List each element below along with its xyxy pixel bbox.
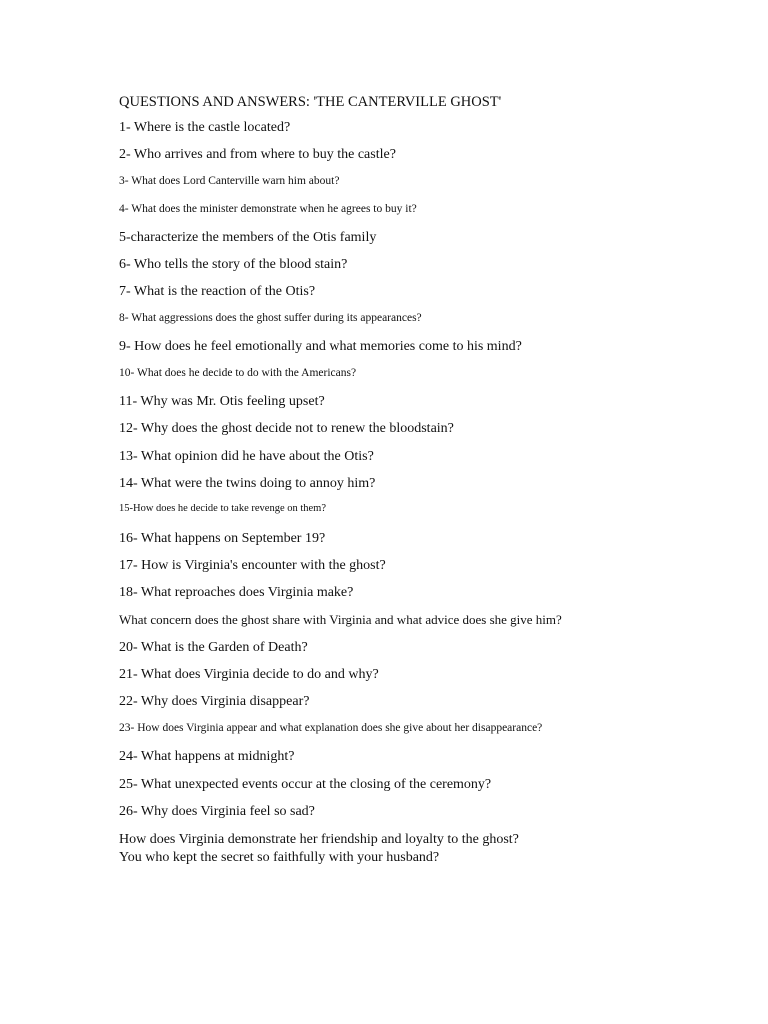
question-line: 22- Why does Virginia disappear?: [119, 694, 310, 709]
question-line: 11- Why was Mr. Otis feeling upset?: [119, 394, 325, 409]
question-line: 9- How does he feel emotionally and what memories come to his mind?: [119, 339, 522, 354]
question-line: 4- What does the minister demonstrate when he agrees to buy it?: [119, 203, 417, 215]
question-line: 15-How does he decide to take revenge on them?: [119, 503, 327, 514]
question-line: 10- What does he decide to do with the Americans?: [119, 367, 357, 379]
question-line: 13- What opinion did he have about the Otis?: [119, 449, 374, 464]
question-line: How does Virginia demonstrate her friendship and loyalty to the ghost?: [119, 832, 519, 847]
question-line: 5-characterize the members of the Otis family: [119, 230, 377, 245]
question-line: 3- What does Lord Canterville warn him about?: [119, 175, 340, 187]
question-line: 21- What does Virginia decide to do and why?: [119, 667, 379, 682]
question-line: 16- What happens on September 19?: [119, 531, 326, 546]
document-title: QUESTIONS AND ANSWERS: 'THE CANTERVILLE GHOST': [119, 94, 502, 110]
question-line: 14- What were the twins doing to annoy him?: [119, 476, 376, 491]
question-line: 2- Who arrives and from where to buy the castle?: [119, 147, 396, 162]
question-line: 1- Where is the castle located?: [119, 120, 291, 135]
question-line: 25- What unexpected events occur at the closing of the ceremony?: [119, 777, 492, 792]
question-line: 6- Who tells the story of the blood stain?: [119, 257, 348, 272]
question-line: 24- What happens at midnight?: [119, 749, 295, 764]
question-line: You who kept the secret so faithfully with your husband?: [119, 850, 440, 865]
question-line: 18- What reproaches does Virginia make?: [119, 585, 354, 600]
question-line: 7- What is the reaction of the Otis?: [119, 284, 316, 299]
question-line: 17- How is Virginia's encounter with the ghost?: [119, 558, 386, 573]
question-line: 26- Why does Virginia feel so sad?: [119, 804, 315, 819]
question-line: 12- Why does the ghost decide not to renew the bloodstain?: [119, 421, 454, 436]
question-line: 23- How does Virginia appear and what explanation does she give about her disappearance?: [119, 722, 543, 734]
question-line: 20- What is the Garden of Death?: [119, 640, 308, 655]
question-line: 8- What aggressions does the ghost suffer during its appearances?: [119, 312, 422, 324]
question-line: What concern does the ghost share with Virginia and what advice does she give him?: [119, 612, 562, 627]
